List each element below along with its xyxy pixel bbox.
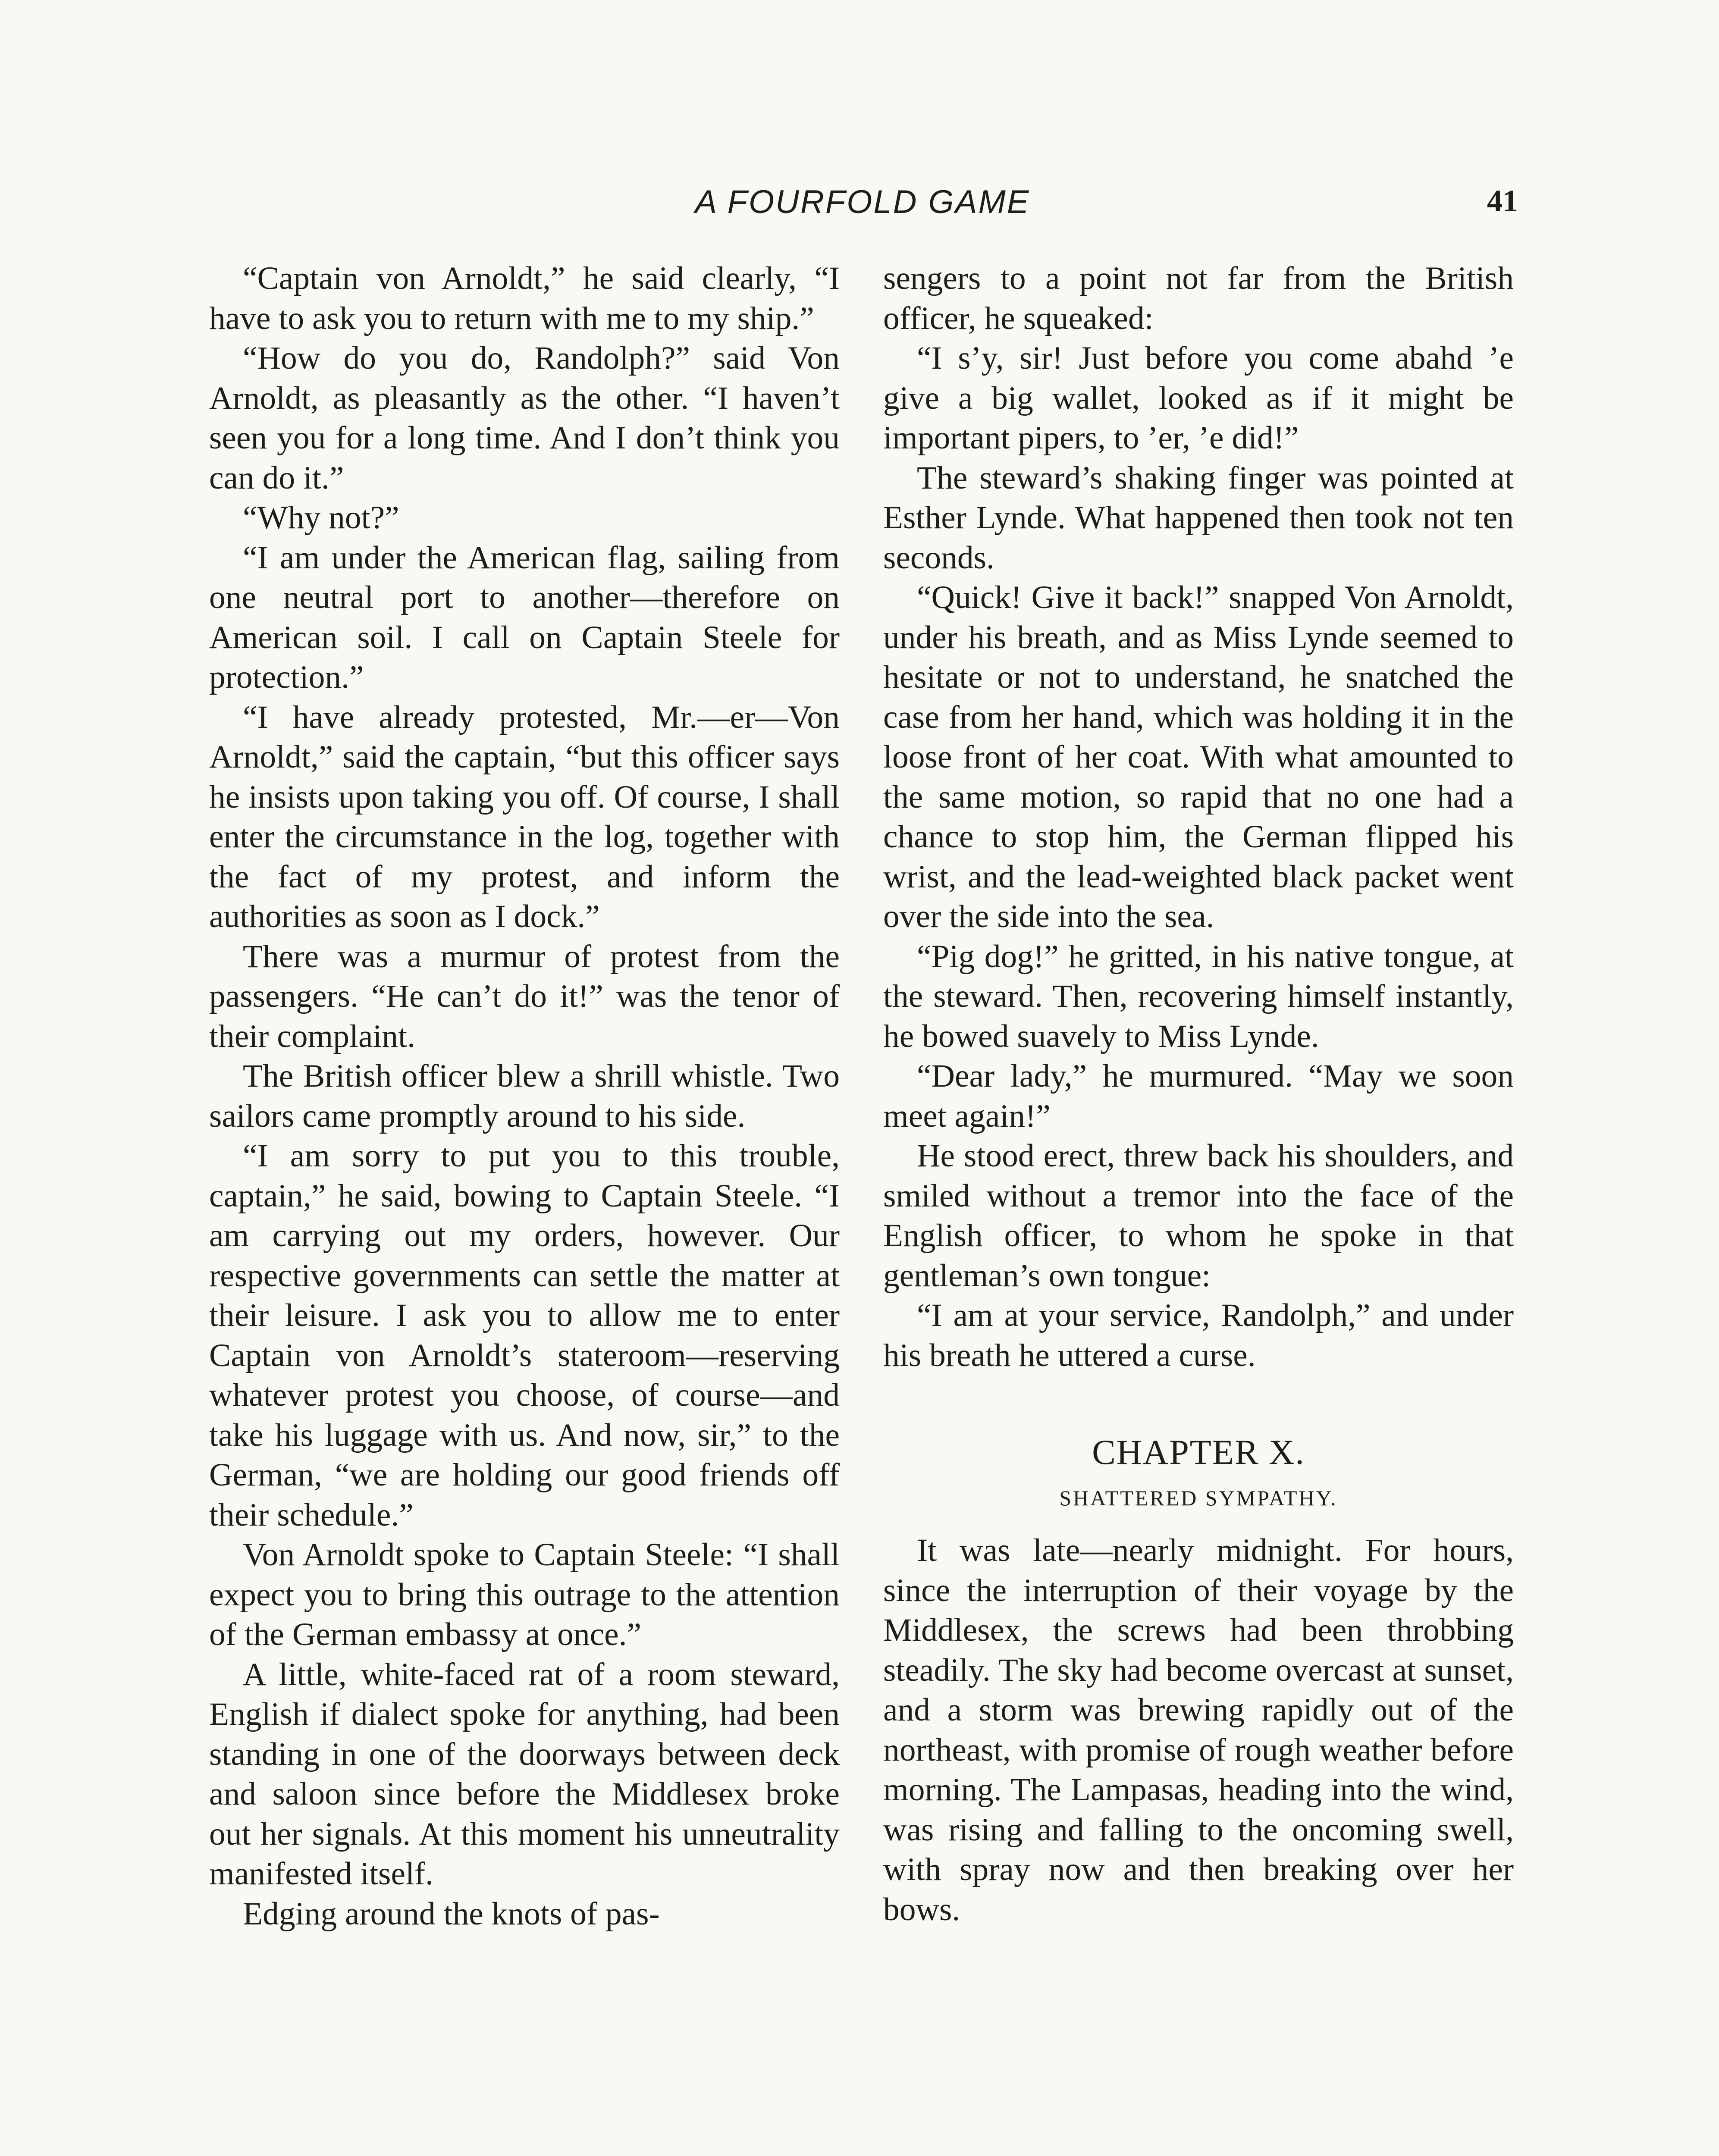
running-title: A FOURFOLD GAME <box>695 184 1030 220</box>
paragraph: “I s’y, sir! Just before you come abahd ’e give a big wallet, looked as if it might be important pipers, to ’er, ’e did!” <box>883 340 1514 456</box>
paragraph: Edging around the knots of pas- <box>243 1896 660 1932</box>
paragraph: The British officer blew a shrill whistle. Two sailors came promptly around to his side. <box>209 1058 840 1134</box>
paragraph: “Why not?” <box>243 500 399 536</box>
paragraph-continued: sengers to a point not far from the British officer, he squeaked: <box>883 260 1514 336</box>
paragraph: “Dear lady,” he murmured. “May we soon meet again!” <box>883 1058 1514 1134</box>
paragraph: He stood erect, threw back his shoulders, and smiled without a tremor into the face of the English officer, to whom he spoke in that gentleman’s own tongue: <box>883 1138 1514 1294</box>
paragraph: There was a murmur of protest from the passengers. “He can’t do it!” was the tenor of their complaint. <box>209 938 840 1054</box>
paragraph: “I am sorry to put you to this trouble, captain,” he said, bowing to Captain Steele. “I am carrying out my orders, however. Our respective governments can settle the matter at their leisure. I ask you to allow me to enter Captain von Arnoldt’s stateroom—reserving whatever protest you choose, of course—and take his luggage with us. And now, sir,” to the German, “we are holding our good friends off their schedule.” <box>209 1138 840 1533</box>
page-number: 41 <box>1487 184 1518 218</box>
paragraph: A little, white-faced rat of a room steward, English if dialect spoke for anything, had been standing in one of the doorways between deck and saloon since before the Middlesex broke out her signals. At this moment his unneutrality manifested itself. <box>209 1656 840 1892</box>
left-column <box>209 259 840 1934</box>
paragraph: “Quick! Give it back!” snapped Von Arnoldt, under his breath, and as Miss Lynde seemed to hesitate or not to understand, he snatched the case from her hand, which was holding it in the loose front of her coat. With what amounted to the same motion, so rapid that no one had a chance to stop him, the German flipped his wrist, and the lead-weighted black packet went over the side into the sea. <box>883 580 1514 934</box>
paragraph: “I have already protested, Mr.—er—Von Arnoldt,” said the captain, “but this officer says he insists upon taking you off. Of course, I shall enter the circumstance in the log, together with the fact of my protest, and inform the authorities as soon as I dock.” <box>209 699 840 934</box>
paragraph: “How do you do, Randolph?” said Von Arnoldt, as pleasantly as the other. “I haven’t seen you for a long time. And I don’t think you can do it.” <box>209 340 840 496</box>
running-head <box>207 183 1518 231</box>
chapter-subtitle: SHATTERED SYMPATHY. <box>1059 1486 1338 1510</box>
paragraph: It was late—nearly midnight. For hours, since the interruption of their voyage by the Middlesex, the screws had been throbbing steadily. The sky had become overcast at sunset, and a storm was brewing rapidly out of the northeast, with promise of rough weather before morning. The Lampasas, heading into the wind, was rising and falling to the oncoming swell, with spray now and then breaking over her bows. <box>883 1532 1514 1927</box>
paragraph: “Captain von Arnoldt,” he said clearly, “I have to ask you to return with me to my ship.” <box>209 260 840 336</box>
paragraph: “I am under the American flag, sailing from one neutral port to another—therefore on American soil. I call on Captain Steele for protection.” <box>209 539 840 695</box>
paragraph: Von Arnoldt spoke to Captain Steele: “I shall expect you to bring this outrage to the attention of the German embassy at once.” <box>209 1537 840 1652</box>
paragraph: “Pig dog!” he gritted, in his native tongue, at the steward. Then, recovering himself instantly, he bowed suavely to Miss Lynde. <box>883 938 1514 1054</box>
paragraph: “I am at your service, Randolph,” and under his breath he uttered a curse. <box>883 1297 1514 1373</box>
right-column <box>883 259 1514 1930</box>
paragraph: The steward’s shaking finger was pointed at Esther Lynde. What happened then took not ten seconds. <box>883 460 1514 576</box>
chapter-heading: CHAPTER X. <box>1092 1432 1305 1472</box>
